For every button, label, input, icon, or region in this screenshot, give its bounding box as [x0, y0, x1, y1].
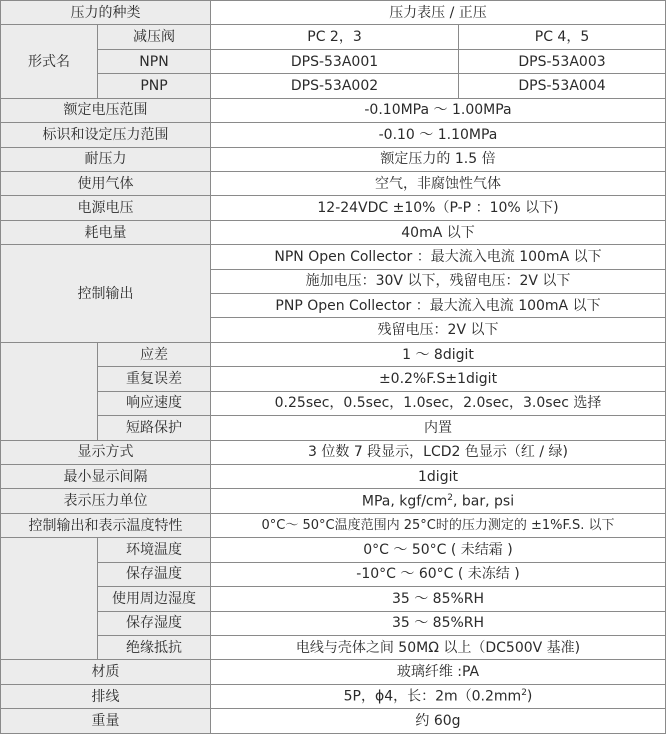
consumption-label: 耗电量 — [1, 220, 211, 244]
proof-pressure-value: 额定压力的 1.5 倍 — [211, 147, 666, 171]
table-row — [1, 74, 666, 98]
pressure-units-label: 表示压力单位 — [1, 489, 211, 513]
table-row — [1, 171, 666, 195]
hysteresis-label: 应差 — [98, 342, 211, 366]
control-output-line: NPN Open Collector ：最大流入电流 100mA 以下 — [211, 245, 666, 269]
table-row — [1, 98, 666, 122]
ambient-temp-label: 环境温度 — [98, 538, 211, 562]
table-row — [1, 611, 666, 635]
min-display-label: 最小显示间隔 — [1, 465, 211, 489]
npn-left: DPS-53A001 — [211, 49, 459, 73]
reducer-left: PC 2，3 — [211, 25, 459, 49]
wiring-text: 5P，ϕ4，长：2m（0.2mm — [343, 688, 522, 705]
table-row — [1, 465, 666, 489]
pnp-right: DPS-53A004 — [459, 74, 666, 98]
table-row — [1, 1, 666, 25]
temp-characteristic-label: 控制输出和表示温度特性 — [1, 513, 211, 537]
hysteresis-value: 1 ～ 8digit — [211, 342, 666, 366]
table-row — [1, 635, 666, 659]
short-protection-value: 内置 — [211, 416, 666, 440]
display-method-value: 3 位数 7 段显示，LCD2 色显示（红 / 绿) — [211, 440, 666, 464]
repeatability-value: ±0.2%F.S±1digit — [211, 367, 666, 391]
min-display-value: 1digit — [211, 465, 666, 489]
table-row — [1, 562, 666, 586]
display-method-label: 显示方式 — [1, 440, 211, 464]
consumption-value: 40mA 以下 — [211, 220, 666, 244]
ambient-temp-value: 0°C ～ 50°C ( 未结霜 ) — [211, 538, 666, 562]
short-protection-label: 短路保护 — [98, 416, 211, 440]
response-value: 0.25sec，0.5sec，1.0sec，2.0sec，3.0sec 选择 — [211, 391, 666, 415]
proof-pressure-label: 耐压力 — [1, 147, 211, 171]
response-label: 响应速度 — [98, 391, 211, 415]
table-row — [1, 440, 666, 464]
weight-value: 约 60g — [211, 709, 666, 734]
storage-temp-label: 保存温度 — [98, 562, 211, 586]
table-row — [1, 587, 666, 611]
ambient-humidity-label: 使用周边湿度 — [98, 587, 211, 611]
setting-range-label: 标识和设定压力范围 — [1, 123, 211, 147]
table-row — [1, 684, 666, 708]
table-row — [1, 49, 666, 73]
table-row — [1, 367, 666, 391]
table-row — [1, 709, 666, 734]
pressure-type-value: 压力表压 / 正压 — [211, 1, 666, 25]
pressure-type-label: 压力的种类 — [1, 1, 211, 25]
pressure-units-value — [211, 489, 666, 513]
repeatability-label: 重复误差 — [98, 367, 211, 391]
ambient-humidity-value: 35 ～ 85%RH — [211, 587, 666, 611]
table-row — [1, 660, 666, 684]
model-group-label: 形式名 — [1, 25, 98, 98]
temp-characteristic-value: 0°C～ 50°C温度范围内 25°C时的压力测定的 ±1%F.S. 以下 — [211, 513, 666, 537]
wiring-value — [211, 684, 666, 708]
table-row — [1, 245, 666, 269]
table-row — [1, 25, 666, 49]
rated-range-value: -0.10MPa ～ 1.00MPa — [211, 98, 666, 122]
control-output-line: PNP Open Collector ：最大流入电流 100mA 以下 — [211, 294, 666, 318]
pnp-label: PNP — [98, 74, 211, 98]
table-row — [1, 489, 666, 513]
storage-temp-value: -10°C ～ 60°C ( 未冻结 ) — [211, 562, 666, 586]
supply-voltage-label: 电源电压 — [1, 196, 211, 220]
table-row — [1, 391, 666, 415]
control-output-label: 控制输出 — [1, 245, 211, 343]
npn-right: DPS-53A003 — [459, 49, 666, 73]
material-value: 玻璃纤维 :PA — [211, 660, 666, 684]
pressure-units-text: MPa, kgf/cm — [361, 493, 448, 510]
table-row — [1, 513, 666, 537]
rated-range-label: 额定电压范围 — [1, 98, 211, 122]
table-row — [1, 220, 666, 244]
setting-range-value: -0.10 ～ 1.10MPa — [211, 123, 666, 147]
insulation-value: 电线与壳体之间 50MΩ 以上（DC500V 基准) — [211, 635, 666, 659]
storage-humidity-value: 35 ～ 85%RH — [211, 611, 666, 635]
control-output-line: 残留电压：2V 以下 — [211, 318, 666, 342]
wiring-label: 排线 — [1, 684, 211, 708]
weight-label: 重量 — [1, 709, 211, 734]
control-output-line: 施加电压：30V 以下，残留电压：2V 以下 — [211, 269, 666, 293]
table-row — [1, 123, 666, 147]
storage-humidity-label: 保存湿度 — [98, 611, 211, 635]
npn-label: NPN — [98, 49, 211, 73]
wiring-text-tail: ) — [526, 688, 533, 705]
pressure-units-superscript: 2 — [447, 492, 453, 503]
performance-group-label — [1, 342, 98, 440]
gas-label: 使用气体 — [1, 171, 211, 195]
reducer-right: PC 4，5 — [459, 25, 666, 49]
environment-group-label — [1, 538, 98, 660]
wiring-superscript: 2 — [521, 688, 527, 699]
gas-value: 空气，非腐蚀性气体 — [211, 171, 666, 195]
table-row — [1, 342, 666, 366]
pressure-units-text-tail: , bar, psi — [453, 493, 515, 510]
material-label: 材质 — [1, 660, 211, 684]
table-row — [1, 196, 666, 220]
reducer-label: 减压阀 — [98, 25, 211, 49]
supply-voltage-value: 12-24VDC ±10%（P-P ：10% 以下) — [211, 196, 666, 220]
table-row — [1, 416, 666, 440]
table-row — [1, 147, 666, 171]
table-row — [1, 538, 666, 562]
insulation-label: 绝缘抵抗 — [98, 635, 211, 659]
pnp-left: DPS-53A002 — [211, 74, 459, 98]
